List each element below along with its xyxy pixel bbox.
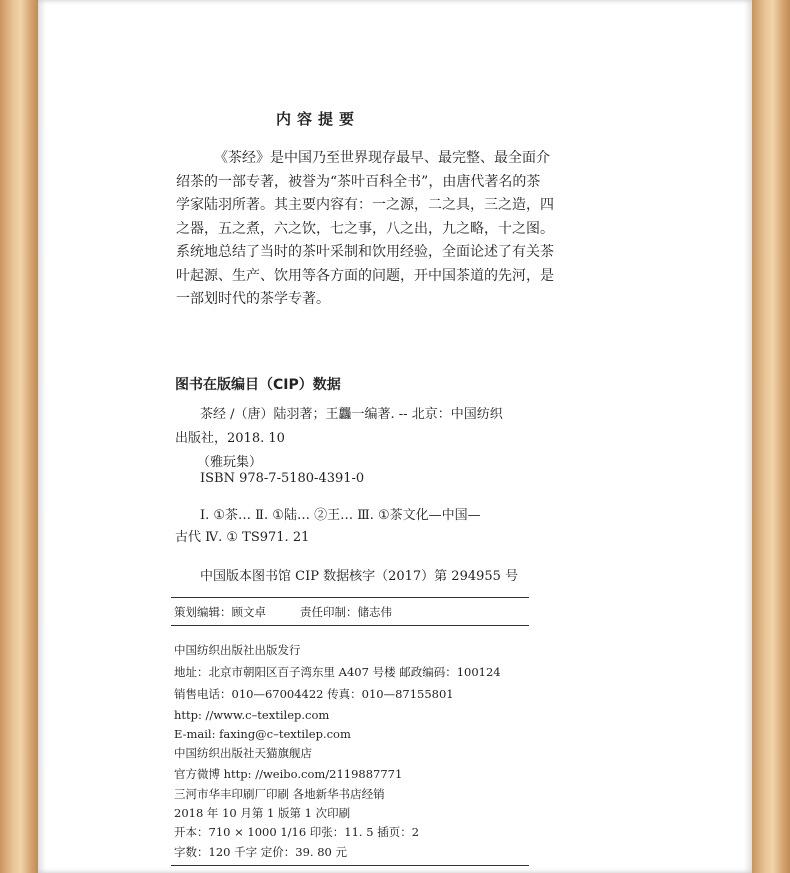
imprint-line: 中国纺织出版社天猫旗舰店 xyxy=(174,746,312,760)
section-title: 内容提要 xyxy=(276,110,361,128)
imprint-line: E-mail: faxing@c–textilep.com xyxy=(174,727,351,741)
imprint-line: 字数：120 千字 定价：39. 80 元 xyxy=(174,845,347,859)
imprint-line: 中国纺织出版社出版发行 xyxy=(174,643,301,657)
summary-line: 绍茶的一部专著，被誉为“茶叶百科全书”，由唐代著名的茶 xyxy=(176,173,541,190)
wood-frame-left xyxy=(0,0,38,873)
summary-paragraph xyxy=(176,147,556,312)
cip-heading: 图书在版编目（CIP）数据 xyxy=(175,377,341,393)
summary-line: 之器，五之煮，六之饮，七之事，八之出，九之略，十之图。 xyxy=(176,220,554,237)
summary-line: 系统地总结了当时的茶叶采制和饮用经验，全面论述了有关茶 xyxy=(176,244,554,260)
imprint-line: 2018 年 10 月第 1 版第 1 次印刷 xyxy=(174,806,351,820)
cip-classification: 古代 Ⅳ. ① TS971. 21 xyxy=(175,530,310,545)
imprint-line: http: //www.c–textilep.com xyxy=(174,708,330,722)
summary-line: 一部划时代的茶学专著。 xyxy=(176,291,330,307)
cip-line: 出版社，2018. 10 xyxy=(175,431,285,446)
cip-series: （雅玩集） xyxy=(197,455,263,470)
divider xyxy=(171,625,529,626)
imprint-line: 三河市华丰印刷厂印刷 各地新华书店经销 xyxy=(174,787,385,801)
summary-line: 学家陆羽所著。其主要内容有：一之源，二之具，三之造，四 xyxy=(176,197,554,213)
cip-number: 中国版本图书馆 CIP 数据核字（2017）第 294955 号 xyxy=(200,569,519,584)
imprint-line: 地址：北京市朝阳区百子湾东里 A407 号楼 邮政编码：100124 xyxy=(174,665,501,679)
imprint-line: 销售电话：010—67004422 传真：010—87155801 xyxy=(174,687,454,701)
cip-classification: Ⅰ. ①茶… Ⅱ. ①陆… ②王… Ⅲ. ①茶文化—中国— xyxy=(200,508,481,523)
imprint-line: 开本：710 × 1000 1/16 印张：11. 5 插页：2 xyxy=(174,825,420,839)
wood-frame-right xyxy=(752,0,790,873)
imprint-line: 官方微博 http: //weibo.com/2119887771 xyxy=(174,767,403,781)
divider xyxy=(171,597,529,598)
divider xyxy=(171,865,529,866)
print-editor: 责任印制：储志伟 xyxy=(300,605,392,619)
planning-editor: 策划编辑：顾文卓 xyxy=(174,605,266,619)
summary-line: 《茶经》是中国乃至世界现存最早、最完整、最全面介 xyxy=(214,150,550,166)
summary-line: 叶起源、生产、饮用等各方面的问题，开中国茶道的先河，是 xyxy=(176,267,554,284)
copyright-page xyxy=(38,0,752,873)
cip-isbn: ISBN 978-7-5180-4391-0 xyxy=(200,471,365,486)
cip-line: 茶经 /（唐）陆羽著；王龘一编著. -- 北京：中国纺织 xyxy=(200,407,503,422)
